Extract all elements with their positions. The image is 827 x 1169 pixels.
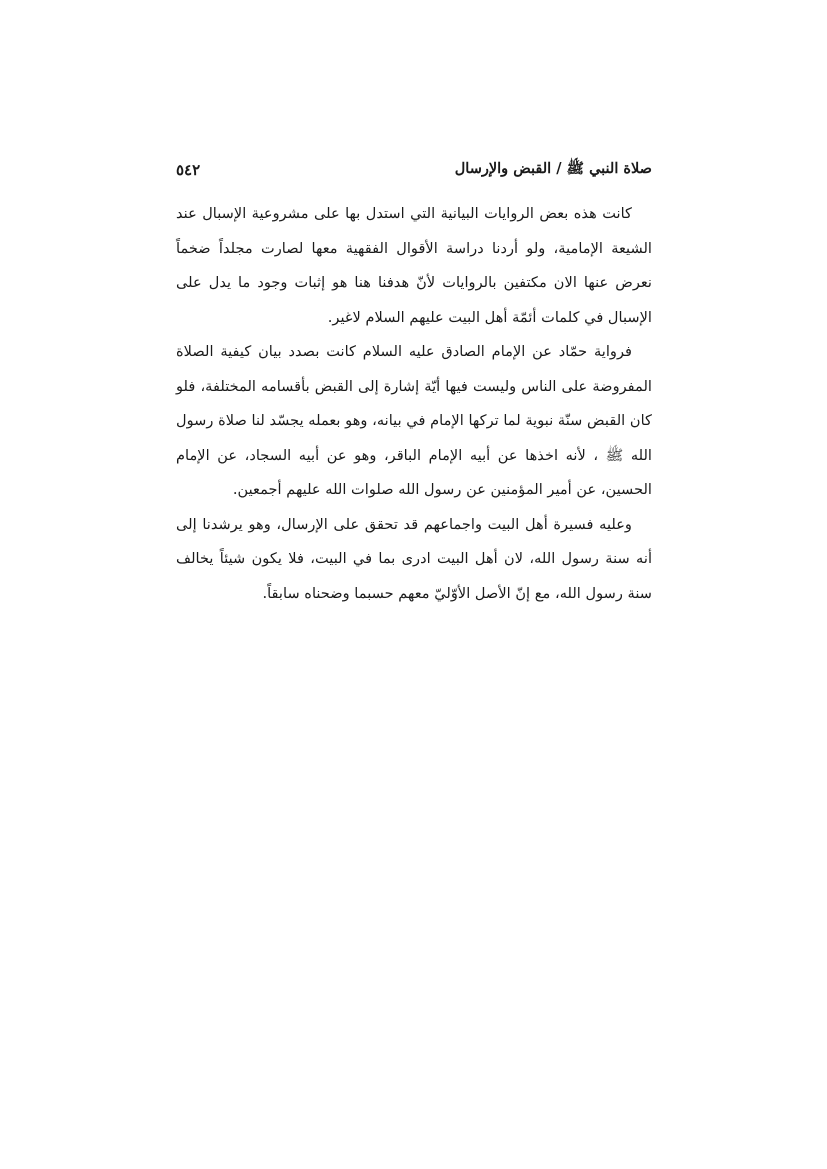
running-header-title: صلاة النبي ﷺ / القبض والإرسال: [454, 159, 652, 177]
paragraph-3: وعليه فسيرة أهل البيت واجماعهم قد تحقق على الإرسال، وهو يرشدنا إلى أنه سنة رسول الله، لان أهل البيت ادرى بما في البيت، فلا يكون شيئاً يخالف سنة رسول الله، مع إنّ الأصل الأوّليّ معهم حسبما وضحناه سابقاً.: [176, 515, 652, 602]
body-text: [176, 197, 652, 611]
page-number: ٥٤٢: [176, 161, 201, 179]
paragraph-2: فرواية حمّاد عن الإمام الصادق عليه السلام كانت بصدد بيان كيفية الصلاة المفروضة على الناس وليست فيها أيّة إشارة إلى القبض بأقسامه المختلفة، فلو كان القبض سنّة نبوية لما تركها الإمام في بيانه، وهو بعمله يجسّد لنا صلاة رسول الله ﷺ ، لأنه اخذها عن أبيه الإمام الباقر، وهو عن أبيه السجاد، عن الإمام الحسين، عن أمير المؤمنين عن رسول الله صلوات الله عليهم أجمعين.: [176, 343, 652, 498]
running-header: [176, 157, 652, 183]
paragraph-1: كانت هذه بعض الروايات البيانية التي استدل بها على مشروعية الإسبال عند الشيعة الإمامية، ولو أردنا دراسة الأقوال الفقهية معها لصارت مجلداً ضخماً نعرض عنها الان مكتفين بالروايات لأنّ هدفنا هنا هو إثبات وجود ما يدل على الإسبال في كلمات أئمّة أهل البيت عليهم السلام لاغير.: [176, 205, 652, 326]
